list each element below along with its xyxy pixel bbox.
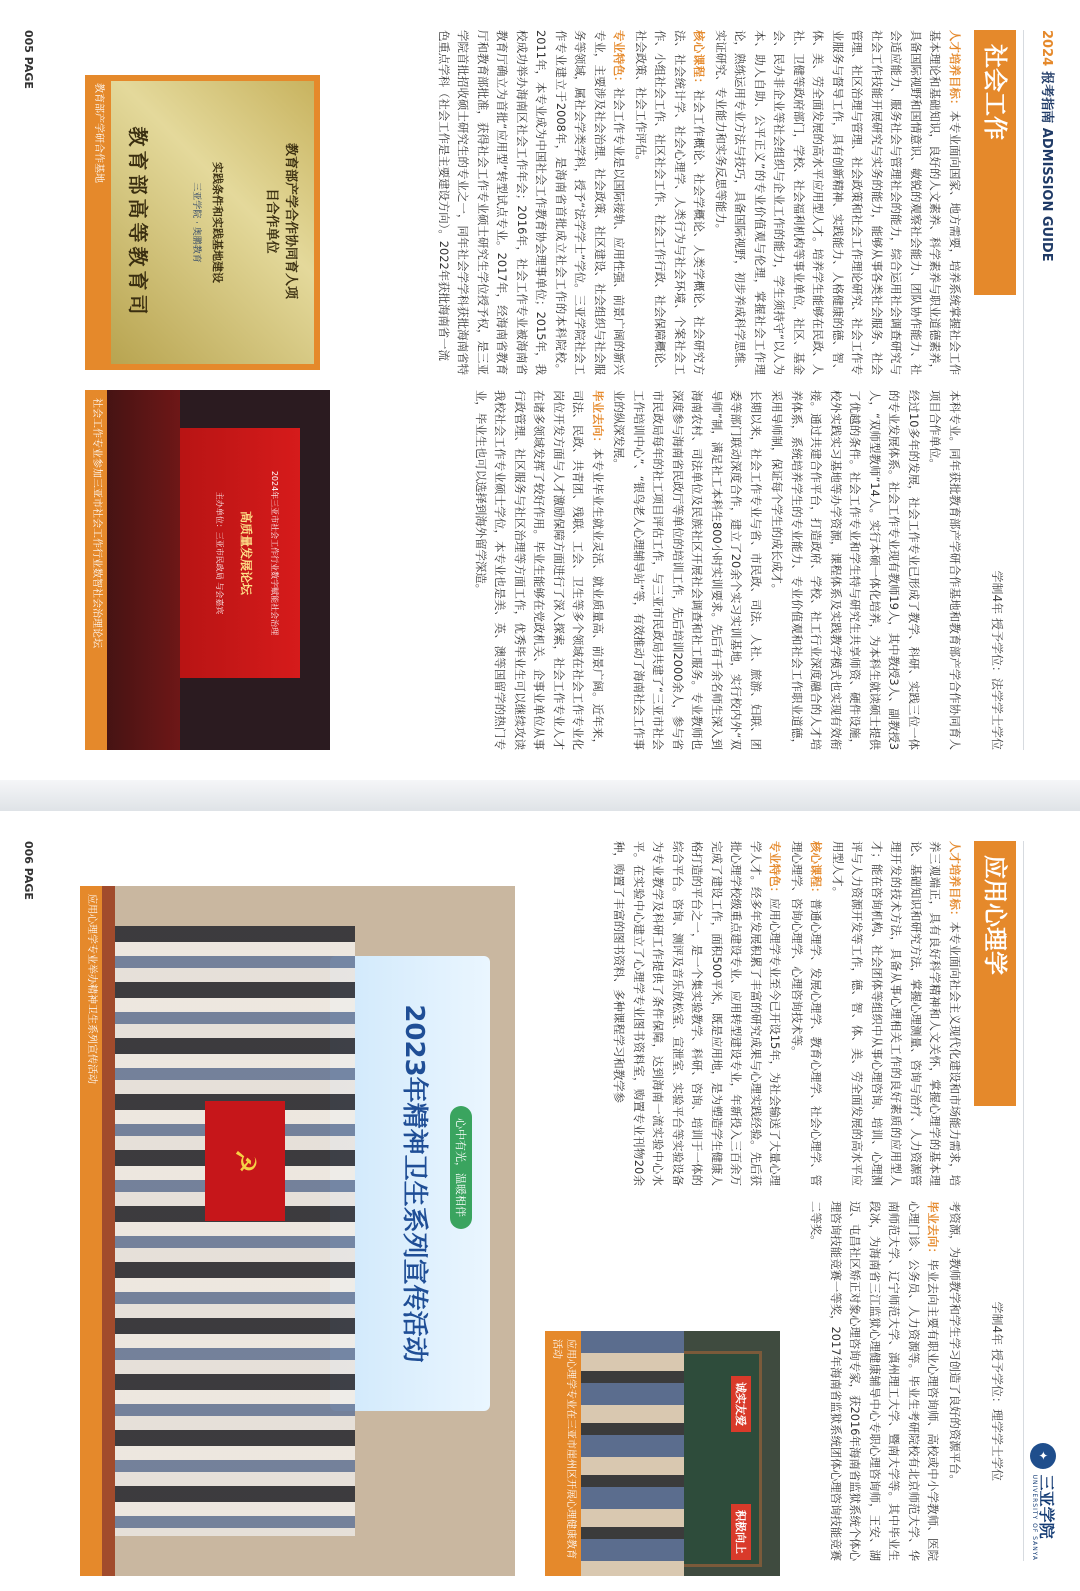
guide-title: 报考指南 ADMISSION GUIDE bbox=[1039, 71, 1054, 262]
university-emblem-icon: ✦ bbox=[1030, 1443, 1056, 1469]
classroom-sign-2: 积极向上 bbox=[731, 1504, 751, 1560]
paragraph-features: 专业特色：应用心理学专业至今已开设15年，为社会输送了大量心理学人才。经多年发展积累了丰富的研究成果与心理实践经验。先后获批心理学校级重点建设专业、应用转型建设专业，年新投入三百余万完成了建设工作，面积500平米，既是应用地，是为塑造学生健康人格打造的平台之一，是一个集实验教学、科研、咨询、培训于一体的综合平台。咨询、测评及音乐放松室、宣泄室、实验平台等实验设备为专业教学及科研工作提供了条件保障，达到海南一流实验中心水平。在实验中心建立了心理学专业图书资料室，购置专业刊物20余种，购置了丰富的图书资料、多种课程学习和教学参 bbox=[612, 841, 783, 1186]
forum-caption: 社会工作专业参加三亚市社会工作行业数智社会治理论坛 bbox=[85, 390, 107, 750]
party-flag-icon: ☭ bbox=[205, 1101, 285, 1221]
paragraph-goal: 人才培养目标：本专业面向社会主义现代化建设和市场能力需求，培养三观端正，具有良好科学精神和人文关怀，掌握心理学的基本理论、基础知识和研究方法，掌握心理测量、咨询与治疗、人力资源管理开发的技术方法，具备从事心理相关工作的良好素质的应用型人才；能在咨询机构、社会团体等组织中从事心理咨询、培训、心理测评与人力资源开发等工作，德、智、体、美、劳全面发展的高水平应用型人才。 bbox=[831, 841, 962, 1186]
paragraph-features-cont: 本科专业。同年获批教育部产学研合作基地和教育部产学合作协同育人项目合作单位。 bbox=[928, 390, 962, 750]
page-header bbox=[1023, 841, 1058, 1561]
certificate-arc-text: 教育部产学合作协同育人项目合作单位 bbox=[264, 142, 298, 299]
classroom-blackboard bbox=[678, 1351, 762, 1567]
degree-info: 学制4年 授予学位：法学学士学位 bbox=[990, 570, 1004, 750]
paragraph-practice: 长期以来，社会工作专业与省、市民政、司法、人社、旅游、妇联、团委等部门联动深度合作，建立了20余个实习实训基地，实行校内外“双导师”制，满足社工本科生800小时实训要求。先后有千余名师生深入到海南农村、司法单位及民族社区开展社会调查和社工服务。专业教师也深度参与海南省民政厅等单位的培训工作，先后培训2000余人，参与省市民政局每年的社工项目评估工作，与三亚市民政局共建了“三亚市社会工作培训中心”、“银鸟老人心理辅导站”等，有效推动了海南社会工作事业的纵深发展。 bbox=[612, 390, 763, 750]
paragraph-features-cont: 考资源，为教师教学和学生学习创造了良好的资源平台。 bbox=[948, 1201, 962, 1486]
text-column-left bbox=[607, 841, 964, 1186]
page-header bbox=[1023, 30, 1058, 750]
paragraph-courses: 核心课程：普通心理学、发展心理学、教育心理学、社会心理学、管理心理学、咨询心理学、心理咨询技术等。 bbox=[790, 841, 824, 1186]
degree-info: 学制4年 授予学位：理学学士学位 bbox=[990, 1301, 1004, 1481]
paragraph-development: 经过10多年的发展，社会工作专业已形成了教学、科研、实践三位一体的专业发展体系。社会工作专业现有教师19人，其中教授3人、副教授3人，“双师型教师”14人。实行本硕一体化培养，为本科生就读硕士提供了优越的条件。社会工作专业和学生特与研究生共享师资、硬件设施，校外实践实习基地等办学资源，课程体系及实践教学模式也实现有效衔接。通过共建合作平台，打造政府、学校、社工行业深度融合的人才培养体系，系统培养学生的专业能力、专业价值观和社会工作职业道德，采用导师制，保证每个学生的成长成才。 bbox=[770, 390, 921, 750]
text-column-left bbox=[432, 30, 965, 375]
text-column-right bbox=[469, 390, 965, 750]
certificate-logos: 三亚学院 · 奥鹏教育 bbox=[191, 182, 201, 263]
group-caption: 应用心理学专业举办精神卫生系列宣传活动 bbox=[80, 886, 102, 1576]
university-logo: ✦ 三亚学院 UNIVERSITY OF SANYA bbox=[1030, 1443, 1056, 1561]
major-title: 应用心理学 bbox=[974, 841, 1016, 1106]
classroom-sign-1: 诚实友爱 bbox=[731, 1376, 751, 1432]
forum-photo bbox=[85, 390, 330, 750]
certificate-plaque bbox=[111, 81, 314, 364]
paragraph-courses: 核心课程：社会工作概论、社会学概论、人类学概论、社会研究方法、社会统计学、社会心理学、人类行为与社会环境、个案社会工作、小组社会工作、社区社会工作、社会工作行政、社会保障概论、社会政策、社会工作评估。 bbox=[634, 30, 707, 375]
page-005 bbox=[0, 0, 1080, 780]
paragraph-goal: 人才培养目标：本专业面向国家、地方需要，培养系统掌握社会工作基本理论和基础知识，良好的人文素养、科学素养与职业道德素养，具备国际视野和国情意识、敏锐的观察社会能力、团队协作能力、社会适应能力、服务社会与管理社会的能力，综合运用社会调查研究与社会工作技能开展研究与实务的能力，能够从事各类社会服务、社会管理、社区治理与管理、社会政策和社会工作理论研究、社会工作专业服务与督导工作，具有创新精神、实践能力、人格健康的德、智、体、美、劳全面发展的高水平应用型人才。培养学生能够在民政、人社、卫健等政府部门，学校、社会福利机构等事业单位，社区、基金会、民办非企业等社会组织与企业工作的能力，学生须持守“以人为本、助人自助、公平正义”的专业价值观与伦理，掌握社会工作理论，熟练运用专业方法与技巧，具备国际视野，初步养成科学思维、实证研究、专业能力和实务反思等能力。 bbox=[714, 30, 962, 375]
paragraph-career: 毕业去向：毕业去向主要有职业心理咨询师、高校或中小学教师、医院心理门诊、公务员、人力资源等。毕业生考研院校有北京师范大学、华南师范大学、辽宁师范大学、滇州理工大学、暨南大学等。其中毕业生段冰，为海南省三江监狱心理健康辅导中心专职心理咨询师，王安、湖迈、屯昌社区矫正对象心理咨询专家，获2016年海南省监狱系统个体心理咨询技能竞赛一等奖，2017年海南省监狱系统团体心理咨询技能竞赛二等奖。 bbox=[809, 1201, 941, 1561]
certificate-org: 教育部高等教育司 bbox=[126, 126, 150, 319]
certificate-caption: 教育部产学研合作基地 bbox=[85, 75, 109, 370]
paragraph-career: 毕业去向：本专业毕业生就业灵活、就业质量高、前景广阔。近年来，司法、民政、共青团、残联、工会、卫生等多个领域在社会工作专业化岗位开发方面与人才激励保障方面进行了深入探索，社会工作专业人才在诸多领域发挥了较好作用。毕业生能够在党政机关、企事业单位从事行政管理、社区服务与社区治理等方面工作，优秀毕业生可以继续攻读我校社会工作专业硕士学位，本专业也是美、英、澳等国留学的热门专业，毕业生也可以选择到海外留学深造。 bbox=[474, 390, 605, 750]
forum-screen: 2024年三亚市社会工作行业数字赋能社会治理 高质量发展论坛 主办单位：三亚市民政局 与会嘉宾 bbox=[180, 428, 300, 678]
page-number: 006 PAGE bbox=[22, 841, 35, 900]
classroom-photo bbox=[545, 1331, 780, 1576]
text-column-right bbox=[804, 1201, 964, 1561]
certificate-photo bbox=[85, 75, 320, 370]
group-people bbox=[115, 926, 355, 1536]
page-gap bbox=[0, 780, 1080, 811]
event-banner-title: 2023年精神卫生系列宣传活动 bbox=[399, 1004, 429, 1363]
paragraph-features: 专业特色：社会工作专业是以国际接轨、应用性强、前景广阔的新兴专业，主要涉及社会治理、社会政策、社区建设、社会组织与社会服务等领域，属社会学类学科，授予“法学学士”学位。三亚学院社会工作专业建立于2008年，是海南省首批成立社会工作的本科院校。2011年，本专业成为中国社会工作教育协会理事单位；2015年，我校成功举办海南区社会工作年会；2016年，社会工作专业被海南省教育厅确立为首批“应用型”转型试点专业。2017年，经海南省教育厅和教育部批准，获得社会工作专业硕士研究生学位授予权，是三亚学院首批招收硕士研究生的专业之一，同年社会学学科获批海南省特色重点学科（社会工作是主要建设方向）。2022年获批海南省一流 bbox=[437, 30, 627, 375]
classroom-caption: 应用心理学专业在三亚市崖州区开展心理健康教育活动 bbox=[545, 1331, 581, 1576]
guide-year: 2024 bbox=[1039, 30, 1054, 67]
event-slogan: 心中有光，温暖相伴 bbox=[450, 1106, 472, 1229]
certificate-subtitle: 实践条件和实践基地建设 bbox=[211, 162, 224, 283]
group-photo bbox=[80, 886, 515, 1576]
major-title: 社会工作 bbox=[974, 30, 1016, 295]
page-006 bbox=[0, 811, 1080, 1591]
page-number: 005 PAGE bbox=[22, 30, 35, 89]
